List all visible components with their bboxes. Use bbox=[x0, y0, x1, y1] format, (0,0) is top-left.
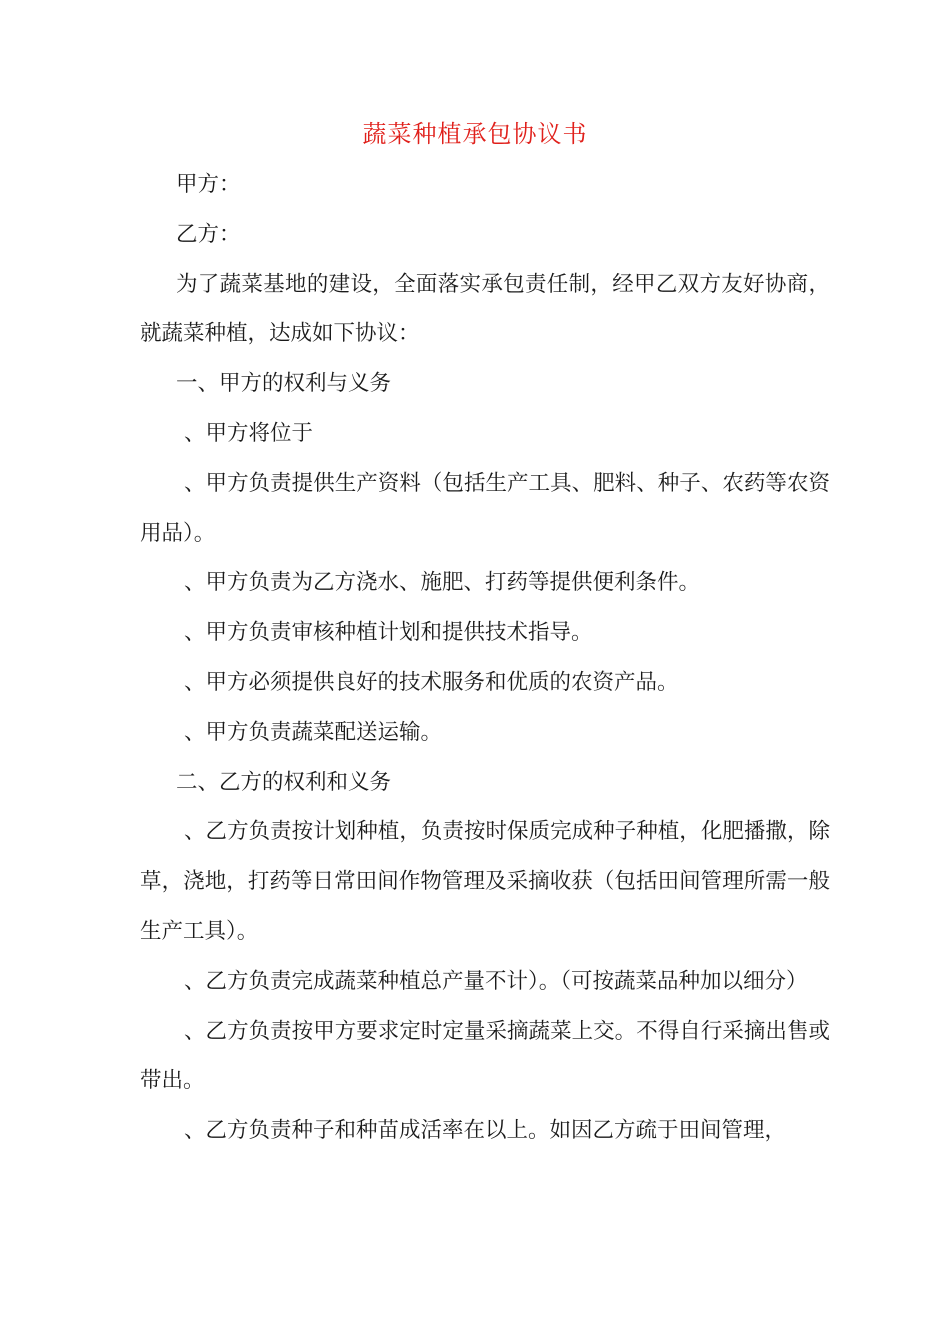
document-title: 蔬菜种植承包协议书 bbox=[362, 120, 588, 148]
clause-item: 、甲方负责提供生产资料（包括生产工具、肥料、种子、农药等农资用品）。 bbox=[140, 470, 830, 546]
clause-item: 、乙方负责按甲方要求定时定量采摘蔬菜上交。不得自行采摘出售或带出。 bbox=[140, 1018, 830, 1094]
clause-item: 、乙方负责按计划种植，负责按时保质完成种子种植，化肥播撒，除草，浇地，打药等日常田间作物管理及采摘收获（包括田间管理所需一般生产工具）。 bbox=[140, 819, 830, 944]
clause-item: 、甲方负责蔬菜配送运输。 bbox=[184, 719, 443, 745]
clause-item: 、乙方负责种子和种苗成活率在以上。如因乙方疏于田间管理， bbox=[184, 1118, 787, 1144]
clause-item: 、甲方将位于 bbox=[184, 420, 314, 446]
preamble-paragraph: 为了蔬菜基地的建设，全面落实承包责任制，经甲乙双方友好协商，就蔬菜种植，达成如下协议： bbox=[140, 271, 830, 347]
clause-item: 、甲方负责为乙方浇水、施肥、打药等提供便利条件。 bbox=[184, 570, 701, 596]
clause-item: 、甲方必须提供良好的技术服务和优质的农资产品。 bbox=[184, 669, 679, 695]
section-heading-party-b: 二、乙方的权利和义务 bbox=[176, 769, 392, 795]
clause-item: 、乙方负责完成蔬菜种植总产量不计）。（可按蔬菜品种加以细分） bbox=[184, 968, 808, 994]
party-b-line: 乙方： bbox=[176, 221, 241, 247]
document-body bbox=[140, 160, 830, 1156]
section-heading-party-a: 一、甲方的权利与义务 bbox=[176, 371, 392, 397]
clause-item: 、甲方负责审核种植计划和提供技术指导。 bbox=[184, 620, 593, 646]
party-a-line: 甲方： bbox=[176, 172, 241, 197]
